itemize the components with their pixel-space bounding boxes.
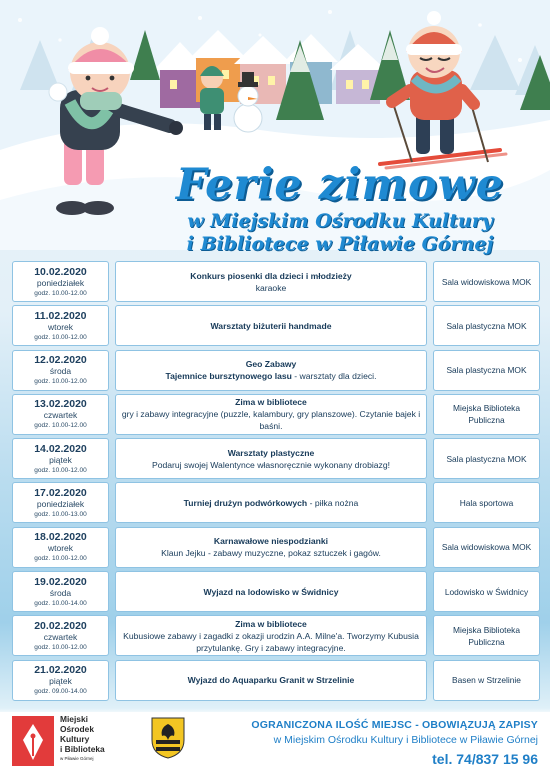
place-cell [433, 261, 540, 302]
event-day: poniedziałek [36, 277, 85, 288]
event-place: Basen w Strzelinie [452, 675, 521, 686]
event-title: Zima w bibliotece [235, 618, 307, 629]
place-cell [433, 615, 540, 656]
event-title: Geo Zabawy [245, 359, 297, 370]
event-cell [115, 438, 427, 479]
event-day: piątek [49, 676, 72, 687]
event-hours: godz. 10.00-12.00 [34, 466, 87, 474]
schedule-row [12, 527, 540, 568]
event-title: Konkurs piosenki dla dzieci i młodzieży [190, 270, 352, 281]
event-hours: godz. 10.00-14.00 [34, 599, 87, 607]
event-line [184, 497, 359, 509]
event-day: czwartek [43, 631, 78, 642]
event-cell [115, 482, 427, 523]
event-desc-line [166, 370, 377, 382]
event-hours: godz. 10.00-12.00 [34, 333, 87, 341]
schedule-table [12, 261, 540, 704]
event-place: Sala widowiskowa MOK [441, 276, 532, 287]
event-cell [115, 527, 427, 568]
event-cell [115, 394, 427, 435]
event-day: piątek [49, 454, 72, 465]
event-hours: godz. 10.00-12.00 [34, 555, 87, 563]
place-cell [433, 660, 540, 701]
event-place: Sala widowiskowa MOK [441, 542, 532, 553]
title-subline-1: w Miejskim Ośrodku Kultury [187, 210, 493, 232]
logo-line: Kultury [60, 734, 90, 744]
event-place: Miejska Biblioteka Publiczna [452, 403, 521, 426]
date-cell [12, 394, 109, 435]
logo-line: i Biblioteka [60, 744, 105, 754]
date-cell [12, 482, 109, 523]
event-title: Wyjazd na lodowisko w Świdnicy [203, 586, 339, 597]
place-cell [433, 438, 540, 479]
place-cell [433, 482, 540, 523]
event-desc: - warsztaty dla dzieci. [291, 371, 377, 382]
event-hours: godz. 10.00-12.00 [34, 289, 87, 297]
title-block [130, 160, 550, 256]
schedule-row [12, 438, 540, 479]
event-place: Sala plastyczna MOK [446, 365, 527, 376]
event-desc: karaoke [255, 282, 287, 293]
date-cell [12, 660, 109, 701]
footer-info [251, 718, 538, 770]
event-hours: godz. 09.00-14.00 [34, 688, 87, 696]
event-subtitle: Tajemnice bursztynowego lasu [165, 371, 292, 382]
date-cell [12, 615, 109, 656]
event-title: Warsztaty biżuterii handmade [210, 320, 332, 331]
event-desc: gry i zabawy integracyjne (puzzle, kalambury, gry planszowe). Czytanie bajek i baśni. [121, 409, 421, 432]
event-cell [115, 350, 427, 391]
event-day: poniedziałek [36, 498, 85, 509]
event-hours: godz. 10.00-12.00 [34, 643, 87, 651]
coat-of-arms-icon [150, 716, 186, 760]
event-day: wtorek [47, 543, 74, 554]
event-cell [115, 615, 427, 656]
event-cell [115, 261, 427, 302]
event-desc: Kubusiowe zabawy i zagadki z okazji urodzin A.A. Milne'a. Tworzymy Kubusia przytulankę. Gry i zabawy integracyjne. [123, 630, 419, 653]
event-title: Wyjazd do Aquaparku Granit w Strzelinie [187, 675, 355, 686]
logo-line: Miejski [60, 714, 88, 724]
logo-line: Ośrodek [60, 724, 94, 734]
footer [0, 712, 550, 778]
mok-logo-text [60, 714, 105, 764]
place-cell [433, 350, 540, 391]
date-cell [12, 350, 109, 391]
event-date: 20.02.2020 [34, 619, 87, 632]
event-place: Hala sportowa [459, 497, 514, 508]
date-cell [12, 571, 109, 612]
event-hours: godz. 10.00-13.00 [34, 510, 87, 518]
event-place: Lodowisko w Świdnicy [444, 586, 529, 597]
event-day: wtorek [47, 321, 74, 332]
event-date: 13.02.2020 [34, 398, 87, 411]
event-day: środa [49, 587, 72, 598]
event-day: czwartek [43, 410, 78, 421]
title-subline-2: i Bibliotece w Piławie Górnej [186, 233, 494, 255]
event-place: Sala plastyczna MOK [446, 320, 527, 331]
place-cell [433, 305, 540, 346]
event-title: Turniej drużyn podwórkowych [183, 497, 308, 508]
event-desc: Klaun Jejku - zabawy muzyczne, pokaz sztuczek i gagów. [161, 548, 381, 559]
place-cell [433, 527, 540, 568]
date-cell [12, 438, 109, 479]
schedule-row [12, 394, 540, 435]
event-place: Miejska Biblioteka Publiczna [452, 624, 521, 647]
schedule-row [12, 261, 540, 302]
event-title: Karnawałowe niespodzianki [213, 536, 329, 547]
schedule-row [12, 615, 540, 656]
pen-nib-logo [12, 716, 54, 766]
event-cell [115, 660, 427, 701]
schedule-row [12, 660, 540, 701]
event-hours: godz. 10.00-12.00 [34, 378, 87, 386]
date-cell [12, 305, 109, 346]
event-date: 19.02.2020 [34, 575, 87, 588]
event-day: środa [49, 366, 72, 377]
event-date: 18.02.2020 [34, 531, 87, 544]
schedule-row [12, 482, 540, 523]
schedule-row [12, 305, 540, 346]
event-date: 12.02.2020 [34, 354, 87, 367]
phone-number: tel. 74/837 15 96 [432, 751, 538, 767]
place-cell [433, 394, 540, 435]
schedule-row [12, 350, 540, 391]
date-cell [12, 261, 109, 302]
event-cell [115, 571, 427, 612]
event-place: Sala plastyczna MOK [446, 453, 527, 464]
mok-logo [12, 714, 132, 774]
event-hours: godz. 10.00-12.00 [34, 422, 87, 430]
place-cell [433, 571, 540, 612]
event-desc: - piłka nożna [307, 497, 359, 508]
event-date: 21.02.2020 [34, 664, 87, 677]
event-title: Warsztaty plastyczne [227, 447, 315, 458]
page-title: Ferie zimowe [175, 160, 505, 210]
event-date: 14.02.2020 [34, 442, 87, 455]
logo-small-line: w Piławie Górnej [60, 756, 94, 761]
event-date: 17.02.2020 [34, 486, 87, 499]
event-title: Zima w bibliotece [235, 397, 307, 408]
event-cell [115, 305, 427, 346]
schedule-row [12, 571, 540, 612]
event-date: 10.02.2020 [34, 265, 87, 278]
date-cell [12, 527, 109, 568]
signup-notice: OGRANICZONA ILOŚĆ MIEJSC - OBOWIĄZUJĄ ZAPISY [251, 719, 538, 731]
event-desc: Podaruj swojej Walentynce własnoręcznie wykonany drobiazg! [151, 459, 391, 470]
event-date: 11.02.2020 [34, 309, 87, 322]
organizer-text: w Miejskim Ośrodku Kultury i Bibliotece w Piławie Górnej [273, 734, 538, 746]
